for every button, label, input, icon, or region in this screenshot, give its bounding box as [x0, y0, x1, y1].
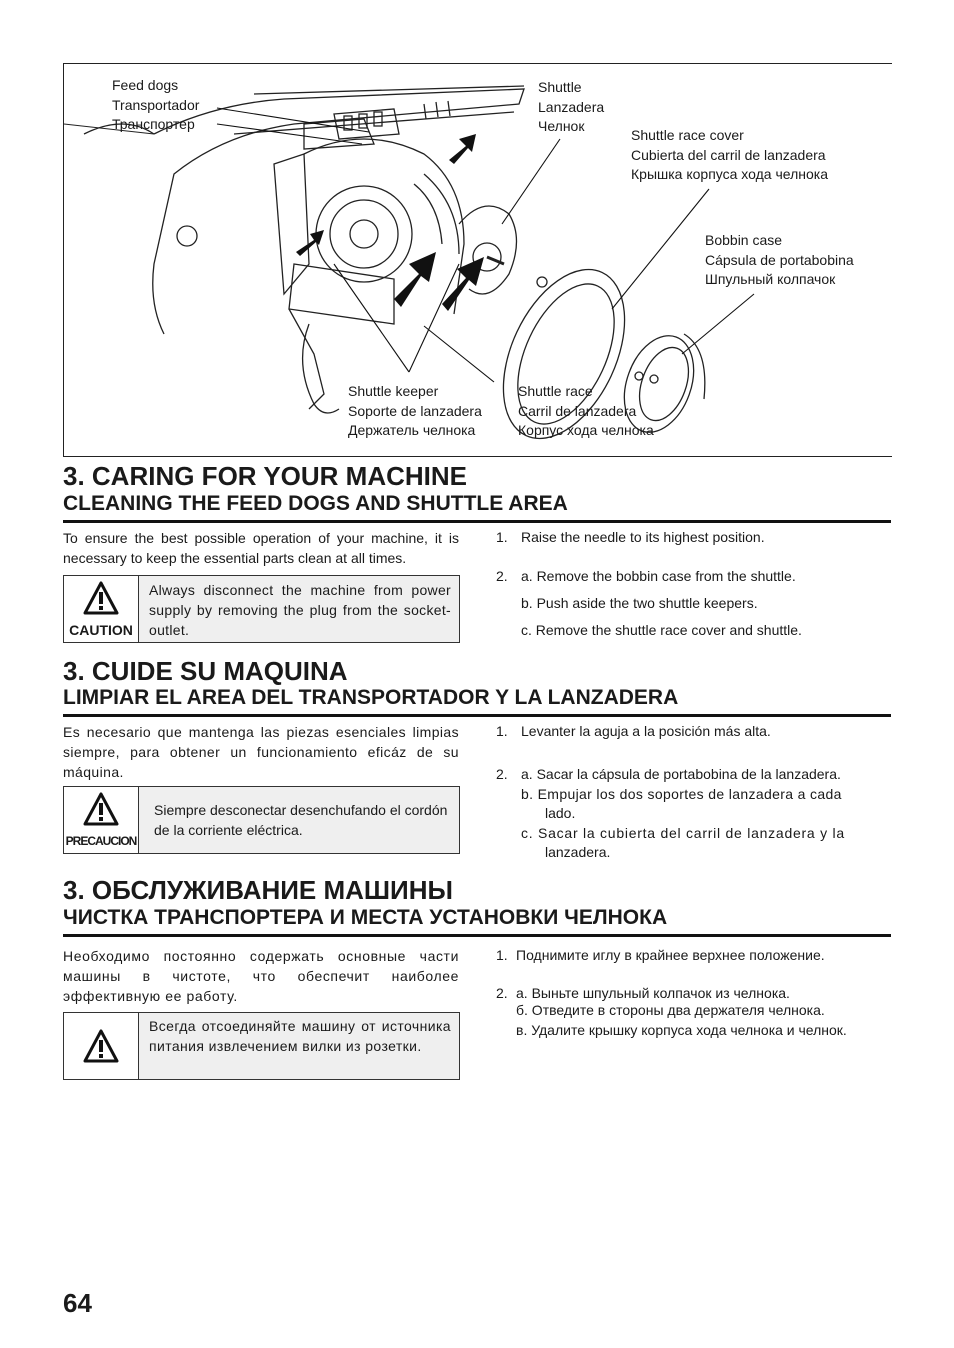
label-line: Cápsula de portabobina — [705, 251, 854, 268]
step-text: а. Выньте шпульный колпачок из челнока. — [516, 985, 790, 1001]
label-line: Корпус хода челнока — [518, 422, 654, 438]
es-subtitle: LIMPIAR EL AREA DEL TRANSPORTADOR Y LA LANZADERA — [63, 686, 679, 709]
step-text: lanzadera. — [545, 844, 611, 860]
step-text: a. Sacar la cápsula de portabobina de la lanzadera. — [521, 766, 841, 782]
es-divider — [63, 714, 891, 717]
ru-intro: Необходимо постоянно содержать основные части машины в чистоте, что обеспечит наиболее эффективную ее работу. — [63, 948, 459, 1004]
en-divider — [63, 520, 891, 523]
warning-triangle-icon — [83, 581, 119, 615]
warning-triangle-icon — [83, 792, 119, 826]
es-caution-box — [63, 786, 460, 854]
step-number: 2. — [496, 568, 508, 584]
step-number: 2. — [496, 766, 508, 782]
label-line: Shuttle race — [518, 383, 593, 399]
warning-triangle-icon — [83, 1029, 119, 1063]
label-line: Держатель челнока — [348, 422, 476, 438]
step-text: a. Remove the bobbin case from the shuttle. — [521, 568, 796, 584]
label-line: Shuttle race cover — [631, 127, 744, 143]
en-intro: To ensure the best possible operation of your machine, it is necessary to keep the essential parts clean at all times. — [63, 530, 459, 566]
step-number: 1. — [496, 947, 508, 963]
label-shuttle-race — [518, 382, 654, 441]
es-warning-text: Siempre desconectar desenchufando el cordón de la corriente eléctrica. — [154, 802, 448, 838]
caution-icon-cell — [64, 787, 139, 853]
label-shuttle — [538, 78, 604, 137]
step-number: 1. — [496, 529, 508, 545]
step-number: 1. — [496, 723, 508, 739]
label-line: Lanzadera — [538, 98, 605, 115]
label-line: Shuttle keeper — [348, 383, 439, 399]
label-line: Soporte de lanzadera — [348, 402, 482, 419]
step-text: б. Отведите в стороны два держателя челнока. — [516, 1002, 825, 1018]
label-line: Shuttle — [538, 79, 582, 95]
shuttle-area-figure — [63, 63, 892, 457]
step-text: Поднимите иглу в крайнее верхнее положение. — [516, 947, 825, 963]
step-number: 2. — [496, 985, 508, 1001]
es-intro: Es necesario que mantenga las piezas esenciales limpias siempre, para obtener un funcionamiento eficáz de su máquina. — [63, 724, 459, 780]
en-warning-text: Always disconnect the machine from power supply by removing the plug from the socket-outlet. — [149, 582, 451, 638]
step-text: в. Удалите крышку корпуса хода челнока и челнок. — [516, 1022, 847, 1038]
step-text: Raise the needle to its highest position. — [521, 529, 765, 545]
step-text: b. Empujar los dos soportes de lanzadera a cada — [521, 786, 842, 802]
step-text: lado. — [545, 805, 576, 821]
label-line: Carril de lanzadera — [518, 402, 637, 419]
label-line: Челнок — [538, 118, 585, 134]
ru-caution-box — [63, 1012, 460, 1080]
label-line: Cubierta del carril de lanzadera — [631, 146, 826, 163]
ru-title: 3. ОБСЛУЖИВАНИЕ МАШИНЫ — [63, 875, 453, 905]
caution-icon-cell — [64, 576, 139, 642]
step-text: c. Remove the shuttle race cover and shuttle. — [521, 622, 802, 638]
label-line: Крышка корпуса хода челнока — [631, 166, 828, 182]
label-shuttle-race-cover — [631, 126, 828, 185]
label-line: Feed dogs — [112, 77, 179, 93]
label-line: Bobbin case — [705, 232, 783, 248]
caution-icon-cell — [64, 1013, 139, 1079]
en-subtitle: CLEANING THE FEED DOGS AND SHUTTLE AREA — [63, 492, 568, 515]
label-line: Транспортер — [112, 116, 195, 132]
label-line: Transportador — [112, 96, 200, 113]
es-title: 3. CUIDE SU MAQUINA — [63, 656, 348, 686]
page-number: 64 — [63, 1288, 92, 1318]
step-text: Levanter la aguja a la posición más alta. — [521, 723, 771, 739]
caution-label: CAUTION — [69, 622, 133, 638]
label-shuttle-keeper — [348, 382, 482, 441]
en-title: 3. CARING FOR YOUR MACHINE — [63, 461, 467, 491]
label-line: Шпульный колпачок — [705, 271, 836, 287]
precaucion-label: PRECAUCION — [65, 834, 137, 848]
ru-subtitle: ЧИСТКА ТРАНСПОРТЕРА И МЕСТА УСТАНОВКИ ЧЕЛНОКА — [63, 906, 668, 929]
ru-warning-text: Всегда отсоединяйте машину от источника питания извлечением вилки из розетки. — [149, 1018, 451, 1054]
label-bobbin-case — [705, 231, 854, 290]
en-caution-box — [63, 575, 460, 643]
step-text: b. Push aside the two shuttle keepers. — [521, 595, 758, 611]
step-text: c. Sacar la cubierta del carril de lanzadera y la — [521, 825, 845, 841]
label-feed-dogs — [112, 76, 199, 135]
ru-divider — [63, 934, 891, 937]
